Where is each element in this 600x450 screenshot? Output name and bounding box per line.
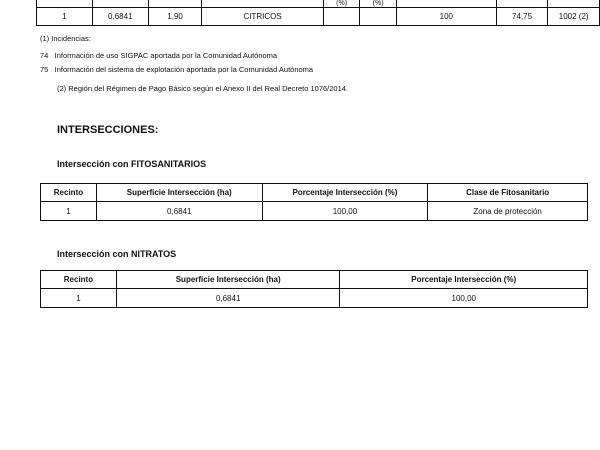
table-header-row xyxy=(41,184,588,202)
note-code: 74 xyxy=(40,51,49,60)
parcel-header-cell: (%) xyxy=(360,0,397,8)
intersecciones-title: INTERSECCIONES: xyxy=(57,124,159,136)
parcel-cell-pendiente: 1,90 xyxy=(148,8,202,26)
cell-superficie: 0,6841 xyxy=(116,289,340,308)
fitosanitarios-table xyxy=(40,183,588,221)
parcel-header-cell xyxy=(548,0,600,8)
cell-recinto: 1 xyxy=(41,289,117,308)
table-header-row xyxy=(41,271,588,289)
cell-recinto: 1 xyxy=(41,202,97,221)
region-note: (2) Región del Régimen de Pago Básico según el Anexo II del Real Decreto 1076/2014. xyxy=(57,84,349,93)
parcel-cell-superficie: 0,6841 xyxy=(92,8,148,26)
col-header-porcentaje: Porcentaje Intersección (%) xyxy=(340,271,588,289)
table-row xyxy=(37,8,600,26)
parcel-header-cell xyxy=(496,0,548,8)
note-item xyxy=(40,51,277,60)
parcel-table xyxy=(36,0,600,26)
parcel-cell-empty xyxy=(323,8,360,26)
col-header-recinto: Recinto xyxy=(41,184,97,202)
parcel-header-cell xyxy=(37,0,93,8)
col-header-superficie: Superficie Intersección (ha) xyxy=(116,271,340,289)
col-header-clase: Clase de Fitosanitario xyxy=(428,184,588,202)
parcel-cell-admisibilidad: 100 xyxy=(396,8,496,26)
parcel-cell-uso: CITRICOS xyxy=(202,8,323,26)
note-code: 75 xyxy=(40,65,49,74)
parcel-cell-region: 1002 (2) xyxy=(548,8,600,26)
parcel-header-cell xyxy=(396,0,496,8)
cell-superficie: 0,6841 xyxy=(96,202,262,221)
col-header-porcentaje: Porcentaje Intersección (%) xyxy=(262,184,428,202)
table-row xyxy=(41,202,588,221)
note-text: Información del sistema de explotación aportada por la Comunidad Autónoma xyxy=(54,65,314,74)
cell-porcentaje: 100,00 xyxy=(340,289,588,308)
nitratos-title: Intersección con NITRATOS xyxy=(57,249,177,259)
parcel-cell-coef: 74,75 xyxy=(496,8,548,26)
parcel-header-cell xyxy=(92,0,148,8)
note-text: Información de uso SIGPAC aportada por la Comunidad Autónoma xyxy=(54,51,278,60)
parcel-header-cell xyxy=(148,0,202,8)
parcel-header-cell xyxy=(202,0,323,8)
parcel-table-header-row xyxy=(37,0,600,8)
fitosanitarios-title: Intersección con FITOSANITARIOS xyxy=(57,159,207,169)
nitratos-table xyxy=(40,270,588,308)
parcel-header-cell: (%) xyxy=(323,0,360,8)
col-header-recinto: Recinto xyxy=(41,271,117,289)
incidencias-title: (1) Incidencias: xyxy=(40,34,91,43)
col-header-superficie: Superficie Intersección (ha) xyxy=(96,184,262,202)
cell-porcentaje: 100,00 xyxy=(262,202,428,221)
cell-clase: Zona de protección xyxy=(428,202,588,221)
parcel-cell-empty xyxy=(360,8,397,26)
parcel-cell-recinto: 1 xyxy=(37,8,93,26)
table-row xyxy=(41,289,588,308)
note-item xyxy=(40,65,313,74)
